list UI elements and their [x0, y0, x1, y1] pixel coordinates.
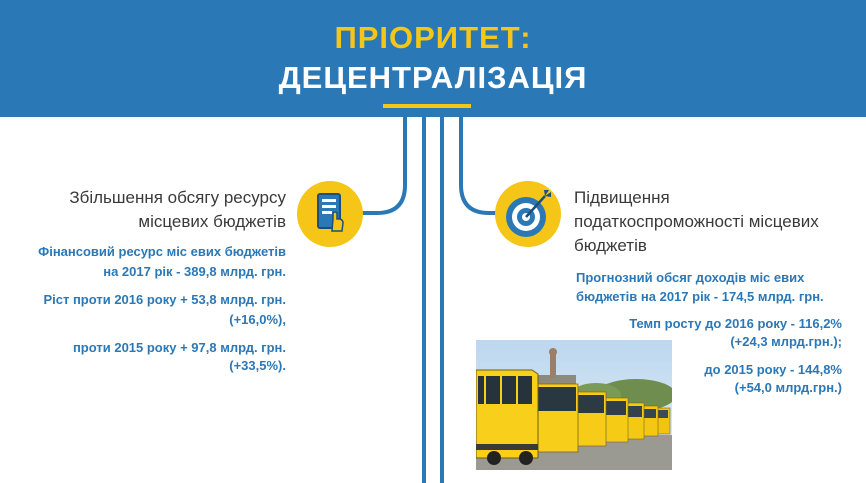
left-stat-line-4: (+16,0%),	[229, 312, 286, 327]
yellow-buses-photo	[476, 340, 672, 470]
left-connector	[360, 117, 405, 213]
right-stat-line-6: (+54,0 млрд.грн.)	[734, 380, 842, 395]
tablet-hand-icon	[297, 181, 363, 247]
right-stat-line-5: до 2015 року - 144,8%	[704, 362, 842, 377]
right-stat-line-2: бюджетів на 2017 рік - 174,5 млрд. грн.	[576, 289, 824, 304]
target-arrow-icon	[495, 181, 561, 247]
right-block-title: Підвищення податкоспроможності місцевих бюджетів	[574, 188, 819, 255]
right-stat-line-1: Прогнозний обсяг доходів міс евих	[576, 270, 805, 285]
left-stat-line-2: на 2017 рік - 389,8 млрд. грн.	[103, 264, 286, 279]
left-stat-line-5: проти 2015 року + 97,8 млрд. грн.	[72, 340, 286, 355]
left-stat-line-6: (+33,5%).	[229, 358, 286, 373]
right-stat-line-3: Темп росту до 2016 року - 116,2%	[629, 316, 842, 331]
title-decentralization: ДЕЦЕНТРАЛІЗАЦІЯ	[278, 60, 588, 95]
left-stat-line-3: Ріст проти 2016 року + 53,8 млрд. грн.	[43, 292, 286, 307]
title-priority: ПРІОРИТЕТ:	[334, 20, 532, 55]
left-stat-line-1: Фінансовий ресурс міс евих бюджетів	[38, 244, 286, 259]
left-block-title: Збільшення обсягу ресурсу місцевих бюджетів	[69, 188, 286, 231]
right-stat-line-4: (+24,3 млрд.грн.);	[730, 334, 842, 349]
